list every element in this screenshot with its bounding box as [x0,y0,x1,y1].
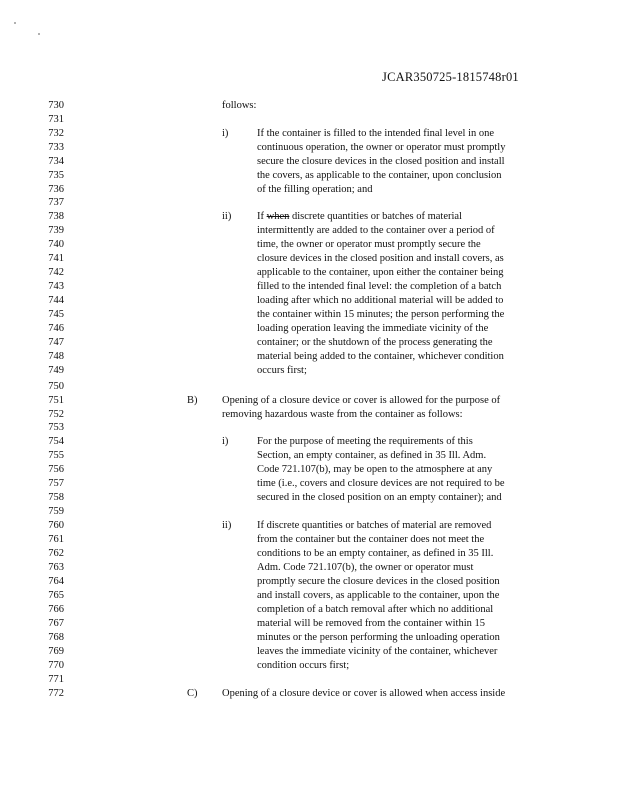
text-line: For the purpose of meeting the requirements of this [257,436,473,447]
document-id-header: JCAR350725-1815748r01 [382,70,519,84]
scan-speck [14,22,16,24]
text-line: continuous operation, the owner or operator must promptly [257,142,506,153]
text-line: condition occurs first; [257,660,350,671]
line-number: 759 [48,506,64,517]
line-number: 764 [48,576,64,587]
text-line: conditions to be an empty container, as defined in 35 Ill. [257,548,494,559]
line-number: 770 [48,660,64,671]
line-number: 736 [48,184,64,195]
line-number: 741 [48,253,64,264]
line-number: 772 [48,688,64,699]
line-number: 734 [48,156,64,167]
subitem-marker-i: i) [222,436,229,447]
text-line: loading operation leaving the immediate vicinity of the [257,323,489,334]
text-line: from the container but the container does not meet the [257,534,485,545]
struck-text: when [266,211,290,222]
line-number: 733 [48,142,64,153]
line-number: 767 [48,618,64,629]
text-line: Section, an empty container, as defined in 35 Ill. Adm. [257,450,487,461]
text-line: Code 721.107(b), may be open to the atmosphere at any [257,464,493,475]
text-line: of the filling operation; and [257,184,373,195]
line-number: 757 [48,478,64,489]
line-number: 751 [48,395,64,406]
line-number: 737 [48,197,64,208]
line-number: 771 [48,674,64,685]
line-number: 754 [48,436,64,447]
line-number: 740 [48,239,64,250]
text-line: minutes or the person performing the unloading operation [257,632,500,643]
line-number: 760 [48,520,64,531]
line-number: 769 [48,646,64,657]
line-number: 755 [48,450,64,461]
line-number: 730 [48,100,64,111]
text-line: intermittently are added to the container over a period of [257,225,495,236]
text-line: Opening of a closure device or cover is allowed for the purpose of [222,395,501,406]
text-line: leaves the immediate vicinity of the container, whichever [257,646,498,657]
line-number: 732 [48,128,64,139]
line-number: 749 [48,365,64,376]
text-line: the container within 15 minutes; the person performing the [257,309,505,320]
text-line: the covers, as applicable to the container, upon conclusion [257,170,502,181]
text-line: loading after which no additional material will be added to [257,295,504,306]
line-number: 746 [48,323,64,334]
text-line: filled to the intended final level: the completion of a batch [257,281,502,292]
line-number: 758 [48,492,64,503]
text-line: time, the owner or operator must promptly secure the [257,239,481,250]
line-number: 763 [48,562,64,573]
text-line-with-strike [257,211,462,222]
text-fragment: discrete quantities or batches of material [289,211,462,222]
line-number: 761 [48,534,64,545]
line-number: 731 [48,114,64,125]
line-number: 743 [48,281,64,292]
line-number: 750 [48,381,64,392]
line-number: 768 [48,632,64,643]
line-number: 742 [48,267,64,278]
text-line: material will be removed from the container within 15 [257,618,486,629]
text-line: closure devices in the closed position and install covers, as [257,253,504,264]
text-line: removing hazardous waste from the container as follows: [222,409,463,420]
text-line: time (i.e., covers and closure devices are not required to be [257,478,505,489]
subitem-marker-ii: ii) [222,211,232,222]
text-line: completion of a batch removal after which no additional [257,604,494,615]
line-number: 765 [48,590,64,601]
line-number: 753 [48,422,64,433]
text-line: promptly secure the closure devices in the closed position [257,576,500,587]
line-number: 762 [48,548,64,559]
text-line: container; or the shutdown of the process generating the [257,337,493,348]
line-number: 739 [48,225,64,236]
line-number: 766 [48,604,64,615]
line-number: 756 [48,464,64,475]
text-line: secured in the closed position on an empty container); and [257,492,502,503]
item-marker-B: B) [187,395,198,406]
subitem-marker-ii: ii) [222,520,232,531]
text-line: material being added to the container, whichever condition [257,351,504,362]
text-line: secure the closure devices in the closed position and install [257,156,505,167]
text-fragment: If [257,211,267,222]
item-marker-C: C) [187,688,198,699]
text-line: applicable to the container, upon either the container being [257,267,504,278]
line-number: 745 [48,309,64,320]
scan-speck [38,33,40,35]
line-number: 748 [48,351,64,362]
line-number: 752 [48,409,64,420]
text-line: Opening of a closure device or cover is allowed when access inside [222,688,506,699]
line-number: 747 [48,337,64,348]
line-number: 738 [48,211,64,222]
line-number: 744 [48,295,64,306]
line-number: 735 [48,170,64,181]
text-line: If the container is filled to the intended final level in one [257,128,495,139]
text-line: occurs first; [257,365,307,376]
subitem-marker-i: i) [222,128,229,139]
text-line: Adm. Code 721.107(b), the owner or operator must [257,562,474,573]
text-line: and install covers, as applicable to the container, upon the [257,590,500,601]
text-line: If discrete quantities or batches of material are removed [257,520,492,531]
text-line: follows: [222,100,257,111]
